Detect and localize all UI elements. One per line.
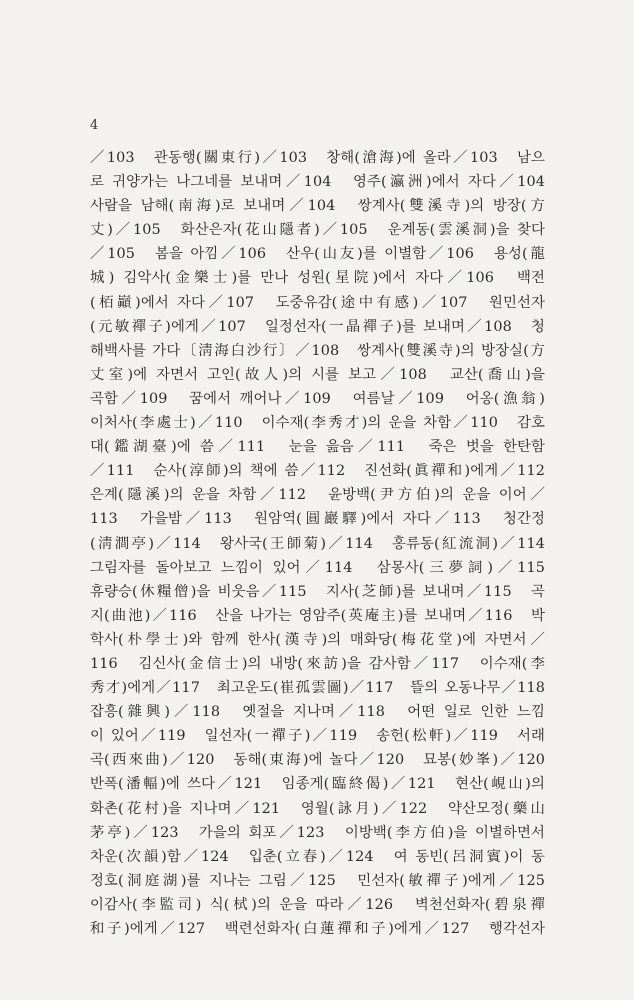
text-line: 茅亭)／123 가을의 회포／123 이방백(李方伯)을 이별하면서	[90, 824, 545, 841]
text-line: 이처사(李處士)／110 이수재(李秀才)의 운을 차함／110 감호	[90, 415, 545, 432]
text-line: (淸澗亭)／114 왕사국(王師菊)／114 홍류동(紅流洞)／114	[90, 535, 545, 552]
text-line: 이 있어／119 일선자(一禪子)／119 송헌(松軒)／119 서래	[90, 728, 545, 745]
text-line: 대(鑑湖臺)에 씀／111 눈을 읊음／111 죽은 벗을 한탄함	[90, 439, 545, 456]
text-line: ／105 봄을 아낌／106 산우(山友)를 이별함／106 용성(龍	[90, 246, 545, 263]
text-line: 곡(西來曲)／120 동해(東海)에 놀다／120 묘봉(妙峯)／120	[90, 752, 545, 769]
text-line: 116 김신사(金信士)의 내방(來訪)을 감사함／117 이수재(李	[90, 655, 545, 672]
text-line: ／111 순사(淳師)의 책에 씀／112 진선화(眞禪和)에게／112	[90, 463, 545, 480]
text-line: 곡함／109 꿈에서 깨어나／109 여름날／109 어옹(漁翁)	[90, 390, 545, 407]
text-line: ／103 관동행(關東行)／103 창해(滄海)에 올라／103 남으	[90, 150, 545, 166]
text-line: 정호(洞庭湖)를 지나는 그림／125 민선자(敏禪子)에게／125	[90, 872, 545, 889]
text-line: 학사(朴學士)와 함께 한사(漢寺)의 매화당(梅花堂)에 자면서／	[90, 631, 545, 648]
text-line: 은계(隱溪)의 운을 차함／112 윤방백(尹方伯)의 운을 이어／	[90, 487, 545, 504]
text-line: 城) 김악사(金樂士)를 만나 성원(星院)에서 자다／106 백전	[90, 270, 545, 287]
text-line: 丈室)에 자면서 고인(故人)의 시를 보고／108 교산(喬山)을	[90, 366, 545, 383]
text-line: (栢巓)에서 자다／107 도중유감(途中有感)／107 원민선자	[90, 294, 545, 311]
text-line: 해백사를 가다〔淸海白沙行〕／108 쌍계사(雙溪寺)의 방장실(方	[90, 342, 545, 359]
text-line: 지(曲池)／116 산을 나가는 영암주(英庵主)를 보내며／116 박	[90, 607, 545, 624]
text-line: 和子)에게／127 백련선화자(白蓮禪和子)에게／127 행각선자	[90, 921, 545, 937]
text-line: 휴량승(休糧僧)을 비웃음／115 지사(芝師)를 보내며／115 곡	[90, 583, 545, 600]
text-line: 반폭(潘輻)에 쓰다／121 임종게(臨終偈)／121 현산(峴山)의	[90, 776, 545, 793]
text-line: 화촌(花村)을 지나며／121 영월(詠月)／122 약산모정(藥山	[90, 800, 545, 817]
text-line: 그림자를 돌아보고 느낌이 있어／114 삼몽사(三夢詞)／115	[90, 559, 545, 576]
text-line: 이감사(李監司) 식(栻)의 운을 따라／126 벽천선화자(碧泉禪	[90, 896, 545, 913]
text-line: 113 가을밤／113 원암역(圓巖驛)에서 자다／113 청간정	[90, 511, 545, 528]
text-line: 차운(次韻)함／124 입춘(立春)／124 여 동빈(呂洞賓)이 동	[90, 848, 545, 865]
text-line: 秀才)에게／117 최고운도(崔孤雲圖)／117 뜰의 오동나무／118	[90, 680, 545, 697]
text-line: 로 귀양가는 나그네를 보내며／104 영주(瀛洲)에서 자다／104	[90, 174, 545, 191]
text-line: (元敏禪子)에게／107 일정선자(一晶禪子)를 보내며／108 청	[90, 318, 545, 335]
text-line: 사람을 남해(南海)로 보내며／104 쌍계사(雙溪寺)의 방장(方	[90, 198, 545, 215]
page-number: 4	[90, 118, 99, 133]
text-line: 잡흥(雜興)／118 옛절을 지나며／118 어떤 일로 인한 느낌	[90, 704, 545, 721]
text-line: 丈)／105 화산은자(花山隱者)／105 운계동(雲溪洞)을 찾다	[90, 222, 545, 239]
table-of-contents-text	[90, 146, 545, 941]
